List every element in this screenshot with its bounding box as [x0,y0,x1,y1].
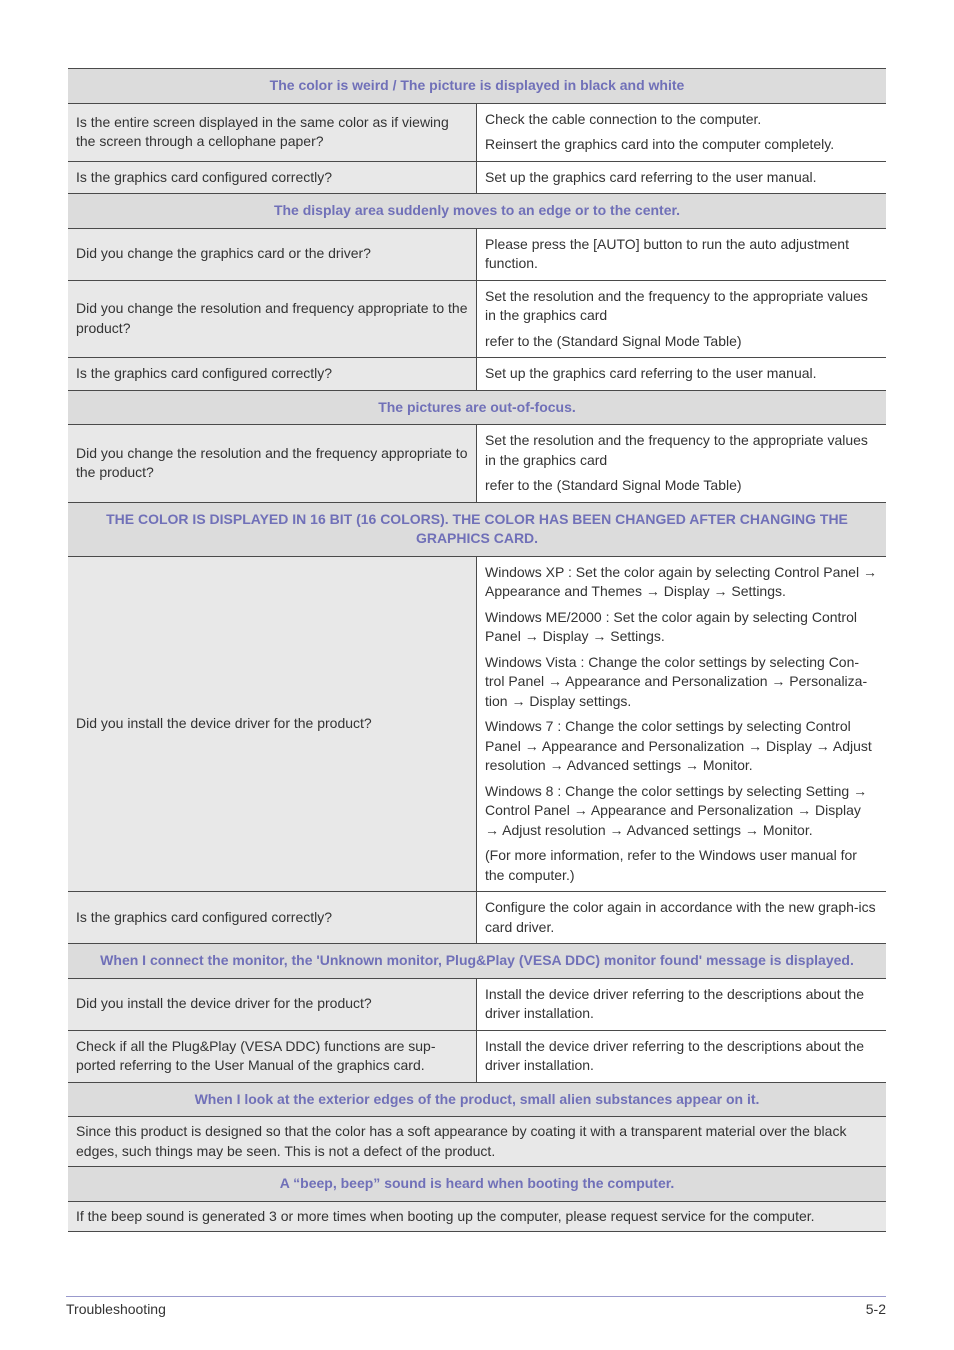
question-cell [68,281,477,358]
question-cell [68,979,477,1030]
answer-cell [477,358,886,390]
answer-cell [477,979,886,1030]
table-row [68,358,886,391]
question-cell [68,425,477,502]
footer-section-title: Troubleshooting [66,1301,166,1317]
answer-text: Windows ME/2000 : Set the color again by selecting Control Panel → Display → Settings. [485,608,857,644]
question-text: Did you change the resolution and the frequency appropriate to the product? [76,444,468,481]
table-row [68,557,886,893]
question-cell [68,557,477,892]
answer-text: Set up the graphics card referring to the user manual. [485,168,817,185]
answer-text: Windows 7 : Change the color settings by selecting Control Panel → Appearance and Personalization → Display → Adjust resolution → Advanced settings → Monitor. [485,718,872,773]
table-row [68,281,886,359]
table-row [68,892,886,944]
answer-text: Windows Vista : Change the color settings by selecting Con-trol Panel → Appearance and Personalization → Personaliza-tion → Display settings. [485,653,868,709]
question-text: Did you install the device driver for the product? [76,715,372,731]
troubleshooting-table [68,68,886,1232]
question-cell [68,892,477,943]
section-header: When I connect the monitor, the 'Unknown monitor, Plug&Play (VESA DDC) monitor found' message is displayed. [68,944,886,979]
answer-cell [477,162,886,194]
table-row [68,1117,886,1167]
question-cell [68,358,477,390]
answer-text: Install the device driver referring to the descriptions about the driver installation. [485,985,864,1021]
question-text: Check if all the Plug&Play (VESA DDC) functions are sup-ported referring to the User Manual of the graphics card. [76,1037,436,1073]
answer-text: Configure the color again in accordance with the new graph-ics card driver. [485,899,876,935]
answer-text: Set the resolution and the frequency to the appropriate values in the graphics card [485,432,868,468]
answer-text: (For more information, refer to the Windows user manual for the computer.) [485,847,857,883]
answer-text: Reinsert the graphics card into the computer completely. [485,136,835,152]
table-row [68,162,886,195]
full-width-note: Since this product is designed so that the color has a soft appearance by coating it with a transparent material over the black edges, such things may be seen. This is not a defect of the product. [68,1117,886,1166]
question-cell [68,1031,477,1082]
full-width-note: If the beep sound is generated 3 or more times when booting up the computer, please request service for the computer. [68,1202,886,1232]
section-header: A “beep, beep” sound is heard when booting the computer. [68,1167,886,1202]
footer-rule [66,1296,886,1297]
table-row [68,1031,886,1083]
answer-cell [477,557,886,892]
section-header: The pictures are out-of-focus. [68,391,886,426]
question-text: Is the entire screen displayed in the same color as if viewing the screen through a cellophane paper? [76,113,449,149]
question-cell [68,162,477,194]
answer-cell [477,229,886,280]
table-row [68,1202,886,1233]
answer-cell [477,281,886,358]
answer-text: refer to the (Standard Signal Mode Table) [485,332,742,349]
answer-cell [477,892,886,943]
table-row [68,979,886,1031]
question-text: Did you change the resolution and frequency appropriate to the product? [76,300,468,336]
answer-text: Windows 8 : Change the color settings by selecting Setting → Control Panel → Appearance and Personalization → Display → Adjust resolution → Advanced settings → Monitor. [485,782,868,838]
section-header: When I look at the exterior edges of the product, small alien substances appear on it. [68,1083,886,1118]
question-text: Did you install the device driver for the product? [76,995,372,1012]
answer-cell [477,425,886,502]
question-text: Did you change the graphics card or the driver? [76,245,371,262]
answer-text: Set up the graphics card referring to the user manual. [485,365,817,381]
section-header: The color is weird / The picture is displayed in black and white [68,69,886,104]
answer-cell [477,1031,886,1082]
question-text: Is the graphics card configured correctly? [76,365,333,381]
question-text: Is the graphics card configured correctly? [76,168,333,185]
answer-text: Please press the [AUTO] button to run the auto adjustment function. [485,235,849,271]
answer-text: Check the cable connection to the computer. [485,110,762,127]
footer-page-number: 5-2 [865,1301,886,1317]
answer-text: Windows XP : Set the color again by selecting Control Panel → Appearance and Themes → Display → Settings. [485,563,877,599]
question-cell [68,104,477,161]
question-cell [68,229,477,280]
section-header: THE COLOR IS DISPLAYED IN 16 BIT (16 COLORS). THE COLOR HAS BEEN CHANGED AFTER CHANGING THE GRAPHICS CARD. [68,503,886,557]
answer-cell [477,104,886,161]
section-header: The display area suddenly moves to an edge or to the center. [68,194,886,229]
table-row [68,229,886,281]
answer-text: Set the resolution and the frequency to the appropriate values in the graphics card [485,287,868,323]
table-row [68,425,886,503]
table-row [68,104,886,162]
answer-text: refer to the (Standard Signal Mode Table) [485,477,742,493]
answer-text: Install the device driver referring to the descriptions about the driver installation. [485,1037,864,1073]
question-text: Is the graphics card configured correctly? [76,908,333,925]
